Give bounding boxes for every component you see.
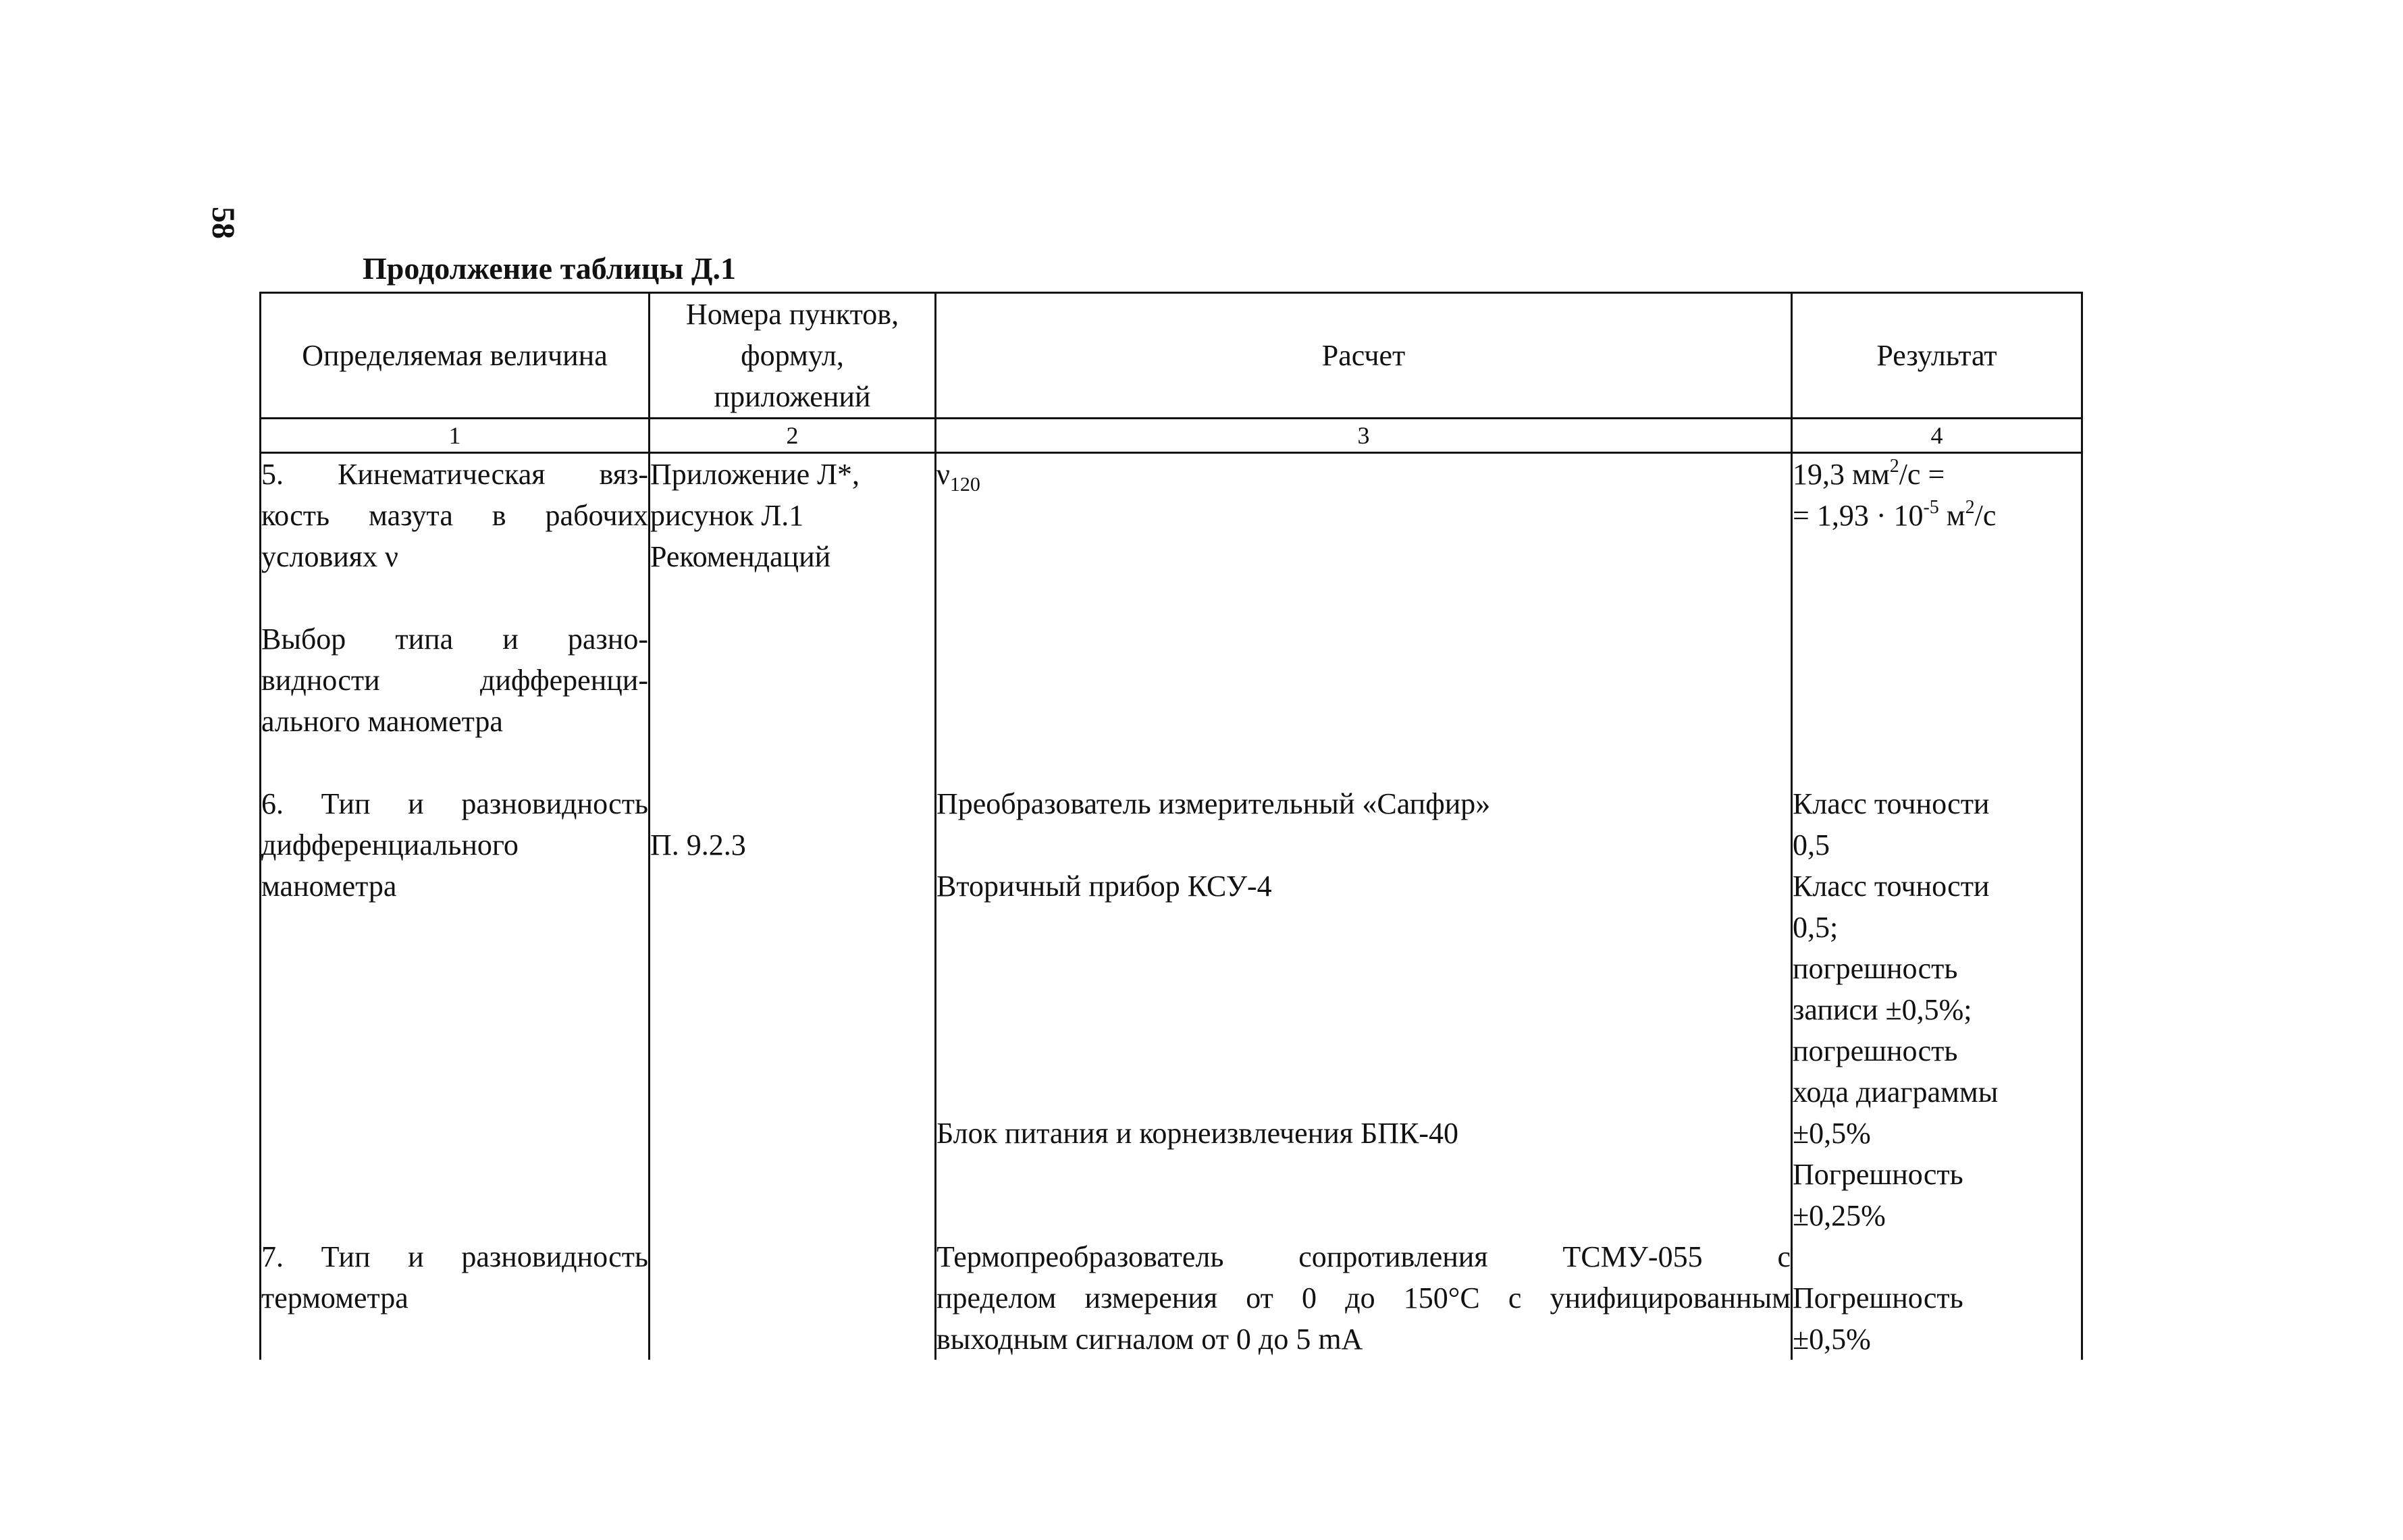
row5-result-si-exp: -5 bbox=[1923, 497, 1939, 518]
row6-result-line: погрешность bbox=[1793, 1034, 1958, 1067]
row5-result-si-unit-exp: 2 bbox=[1965, 497, 1975, 518]
section-line: видности дифференци- bbox=[261, 664, 648, 697]
row5-reference-line: рисунок Л.1 bbox=[650, 499, 804, 532]
row6-reference: П. 9.2.3 bbox=[650, 828, 746, 861]
header-references-line: Номера пунктов, bbox=[685, 298, 899, 331]
header-references-line: формул, bbox=[741, 339, 844, 372]
column-number: 2 bbox=[650, 419, 936, 453]
table-caption: Продолжение таблицы Д.1 bbox=[363, 251, 736, 286]
row7-result bbox=[1793, 1277, 2081, 1360]
row5-quantity-line: условиях ν bbox=[261, 540, 398, 573]
row6-quantity-line: дифференциального bbox=[261, 828, 519, 861]
row5-result-value: 19,3 мм bbox=[1793, 458, 1890, 491]
row5-result-si-value: = 1,93 · 10 bbox=[1793, 499, 1924, 532]
column-number: 3 bbox=[936, 419, 1792, 453]
row7-calc bbox=[936, 1236, 1791, 1360]
viscosity-subscript: 120 bbox=[949, 473, 980, 496]
row5-quantity-line: 5. Кинематическая вяз- bbox=[261, 458, 648, 491]
column-number: 4 bbox=[1792, 419, 2082, 453]
row5-result-si-tail: /с bbox=[1974, 499, 1997, 532]
row6-result-line: 0,5; bbox=[1793, 911, 1839, 944]
row6-result-line: хода диаграммы bbox=[1793, 1076, 1999, 1109]
row6-result-line: 0,5 bbox=[1793, 828, 1830, 861]
header-result: Результат bbox=[1792, 293, 2082, 419]
row6-result-3 bbox=[1793, 1154, 2081, 1236]
page-number: 58 bbox=[205, 207, 241, 239]
header-quantity: Определяемая величина bbox=[261, 293, 650, 419]
row7-calc-line: выходным сигналом от 0 до 5 mA bbox=[936, 1323, 1363, 1356]
row6-result-line: погрешность bbox=[1793, 952, 1958, 985]
row7-result-line: ±0,5% bbox=[1793, 1323, 1871, 1356]
header-row bbox=[261, 293, 2082, 419]
data-table bbox=[259, 292, 2083, 1360]
header-calculation: Расчет bbox=[936, 293, 1792, 419]
row6-result-line: Погрешность bbox=[1793, 1158, 1963, 1191]
column-number-row bbox=[261, 419, 2082, 453]
row5-result-tail: /с = bbox=[1899, 458, 1945, 491]
row5-calc bbox=[936, 454, 1791, 495]
row7-quantity bbox=[261, 1236, 648, 1319]
row6-result-1 bbox=[1793, 783, 2081, 866]
row6-result-2 bbox=[1793, 866, 2081, 1154]
row5-reference-line: Приложение Л*, bbox=[650, 458, 860, 491]
section-line: ального манометра bbox=[261, 705, 503, 738]
viscosity-symbol: ν bbox=[936, 458, 950, 491]
row6-calc-item: Блок питания и корнеизвлечения БПК-40 bbox=[936, 1117, 1459, 1150]
table-body-row bbox=[261, 453, 2082, 1360]
calculation-cell bbox=[936, 453, 1792, 1360]
row5-result-si-unit: м bbox=[1938, 499, 1965, 532]
result-cell bbox=[1792, 453, 2082, 1360]
column-number: 1 bbox=[261, 419, 650, 453]
row5-quantity bbox=[261, 454, 648, 577]
section-line: Выбор типа и разно- bbox=[261, 622, 648, 656]
row7-quantity-line: 7. Тип и разновидность bbox=[261, 1240, 648, 1273]
row6-calc-item: Преобразователь измерительный «Сапфир» bbox=[936, 787, 1491, 820]
row6-result-line: Класс точности bbox=[1793, 787, 1990, 820]
row7-calc-line: Термопреобразователь сопротивления ТСМУ-055 с bbox=[936, 1240, 1791, 1273]
row6-result-line: ±0,5% bbox=[1793, 1117, 1871, 1150]
row5-result bbox=[1793, 454, 2081, 536]
reference-cell bbox=[650, 453, 936, 1360]
header-references bbox=[650, 293, 936, 419]
section-choice-heading bbox=[261, 618, 648, 742]
header-references-line: приложений bbox=[714, 380, 871, 413]
row6-result-line: ±0,25% bbox=[1793, 1199, 1886, 1232]
row7-quantity-line: термометра bbox=[261, 1281, 408, 1315]
row6-calc-item: Вторичный прибор КСУ-4 bbox=[936, 870, 1272, 903]
row5-result-exp: 2 bbox=[1889, 456, 1899, 477]
row5-reference bbox=[650, 454, 934, 577]
row7-calc-line: пределом измерения от 0 до 150°С с унифицированным bbox=[936, 1281, 1791, 1315]
row6-quantity-line: манометра bbox=[261, 870, 397, 903]
row7-result-line: Погрешность bbox=[1793, 1281, 1963, 1315]
row6-quantity bbox=[261, 783, 648, 907]
row6-quantity-line: 6. Тип и разновидность bbox=[261, 787, 648, 820]
row6-result-line: записи ±0,5%; bbox=[1793, 993, 1972, 1026]
quantity-cell bbox=[261, 453, 650, 1360]
row5-reference-line: Рекомендаций bbox=[650, 540, 831, 573]
row5-quantity-line: кость мазута в рабочих bbox=[261, 499, 648, 532]
row6-result-line: Класс точности bbox=[1793, 870, 1990, 903]
